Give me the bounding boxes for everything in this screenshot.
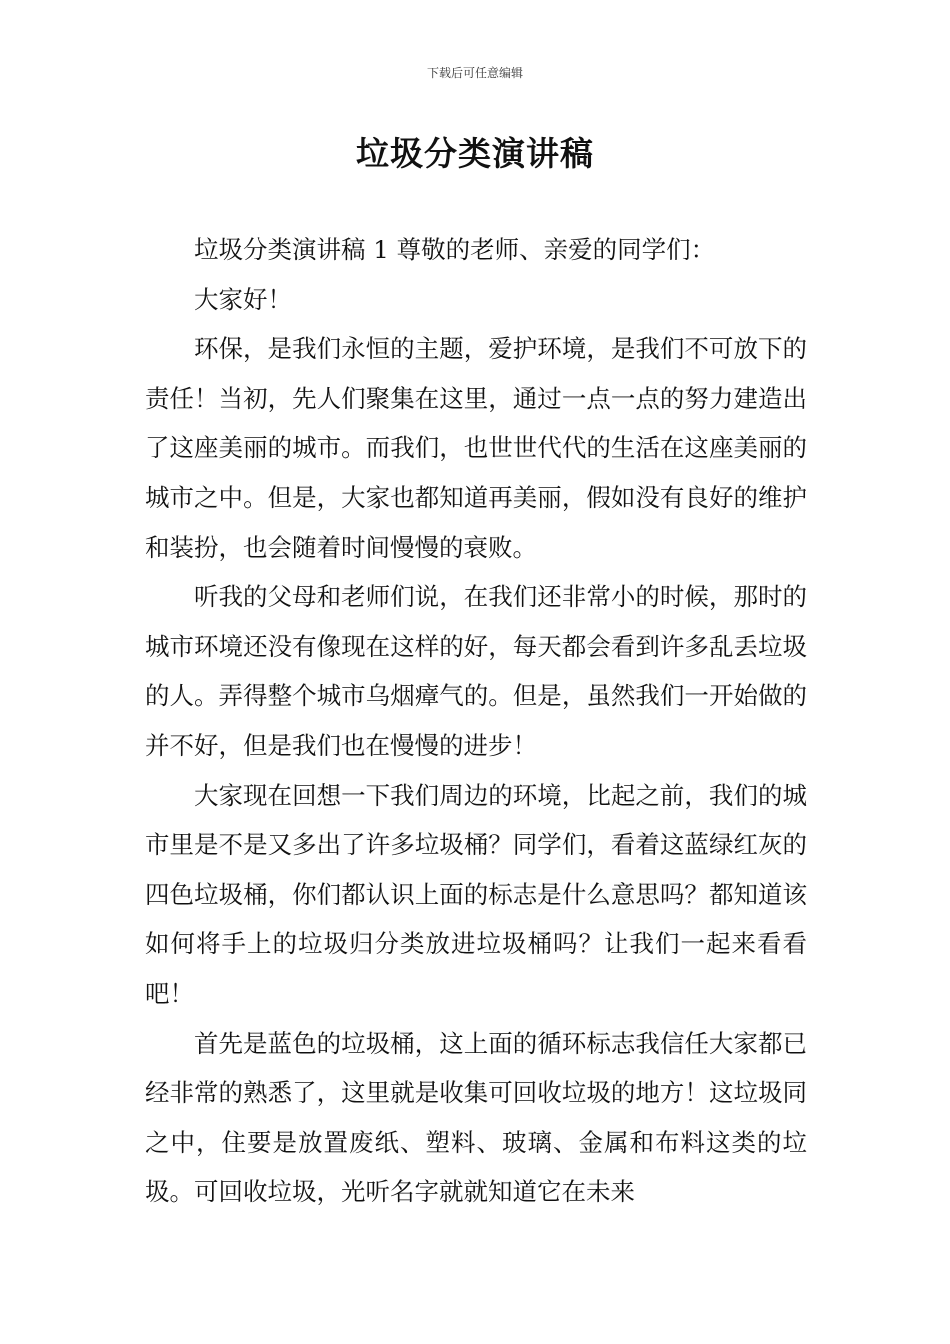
paragraph: 听我的父母和老师们说，在我们还非常小的时候，那时的城市环境还没有像现在这样的好，每天都会看到许多乱丢垃圾的人。弄得整个城市乌烟瘴气的。但是，虽然我们一开始做的并不好，但是我们也在慢慢的进步！ xyxy=(145,582,807,760)
paragraph-salutation: 垃圾分类演讲稿 1 尊敬的老师、亲爱的同学们： xyxy=(194,235,716,264)
paragraph: 环保，是我们永恒的主题，爱护环境，是我们不可放下的责任！当初，先人们聚集在这里，通过一点一点的努力建造出了这座美丽的城市。而我们，也世世代代的生活在这座美丽的城市之中。但是，大家也都知道再美丽，假如没有良好的维护和装扮，也会随着时间慢慢的衰败。 xyxy=(145,334,807,562)
document-title: 垃圾分类演讲稿 xyxy=(356,134,594,173)
paragraph: 大家现在回想一下我们周边的环境，比起之前，我们的城市里是不是又多出了许多垃圾桶？同学们，看着这蓝绿红灰的四色垃圾桶，你们都认识上面的标志是什么意思吗？都知道该如何将手上的垃圾归分类放进垃圾桶吗？让我们一起来看看吧！ xyxy=(145,780,807,1008)
header-note: 下载后可任意编辑 xyxy=(426,66,523,80)
paragraph-greeting: 大家好！ xyxy=(194,284,292,314)
document-body xyxy=(145,225,807,1217)
paragraph: 首先是蓝色的垃圾桶，这上面的循环标志我信任大家都已经非常的熟悉了，这里就是收集可回收垃圾的地方！这垃圾同之中，住要是放置废纸、塑料、玻璃、金属和布料这类的垃圾。可回收垃圾，光听名字就就知道它在未来 xyxy=(145,1028,807,1207)
